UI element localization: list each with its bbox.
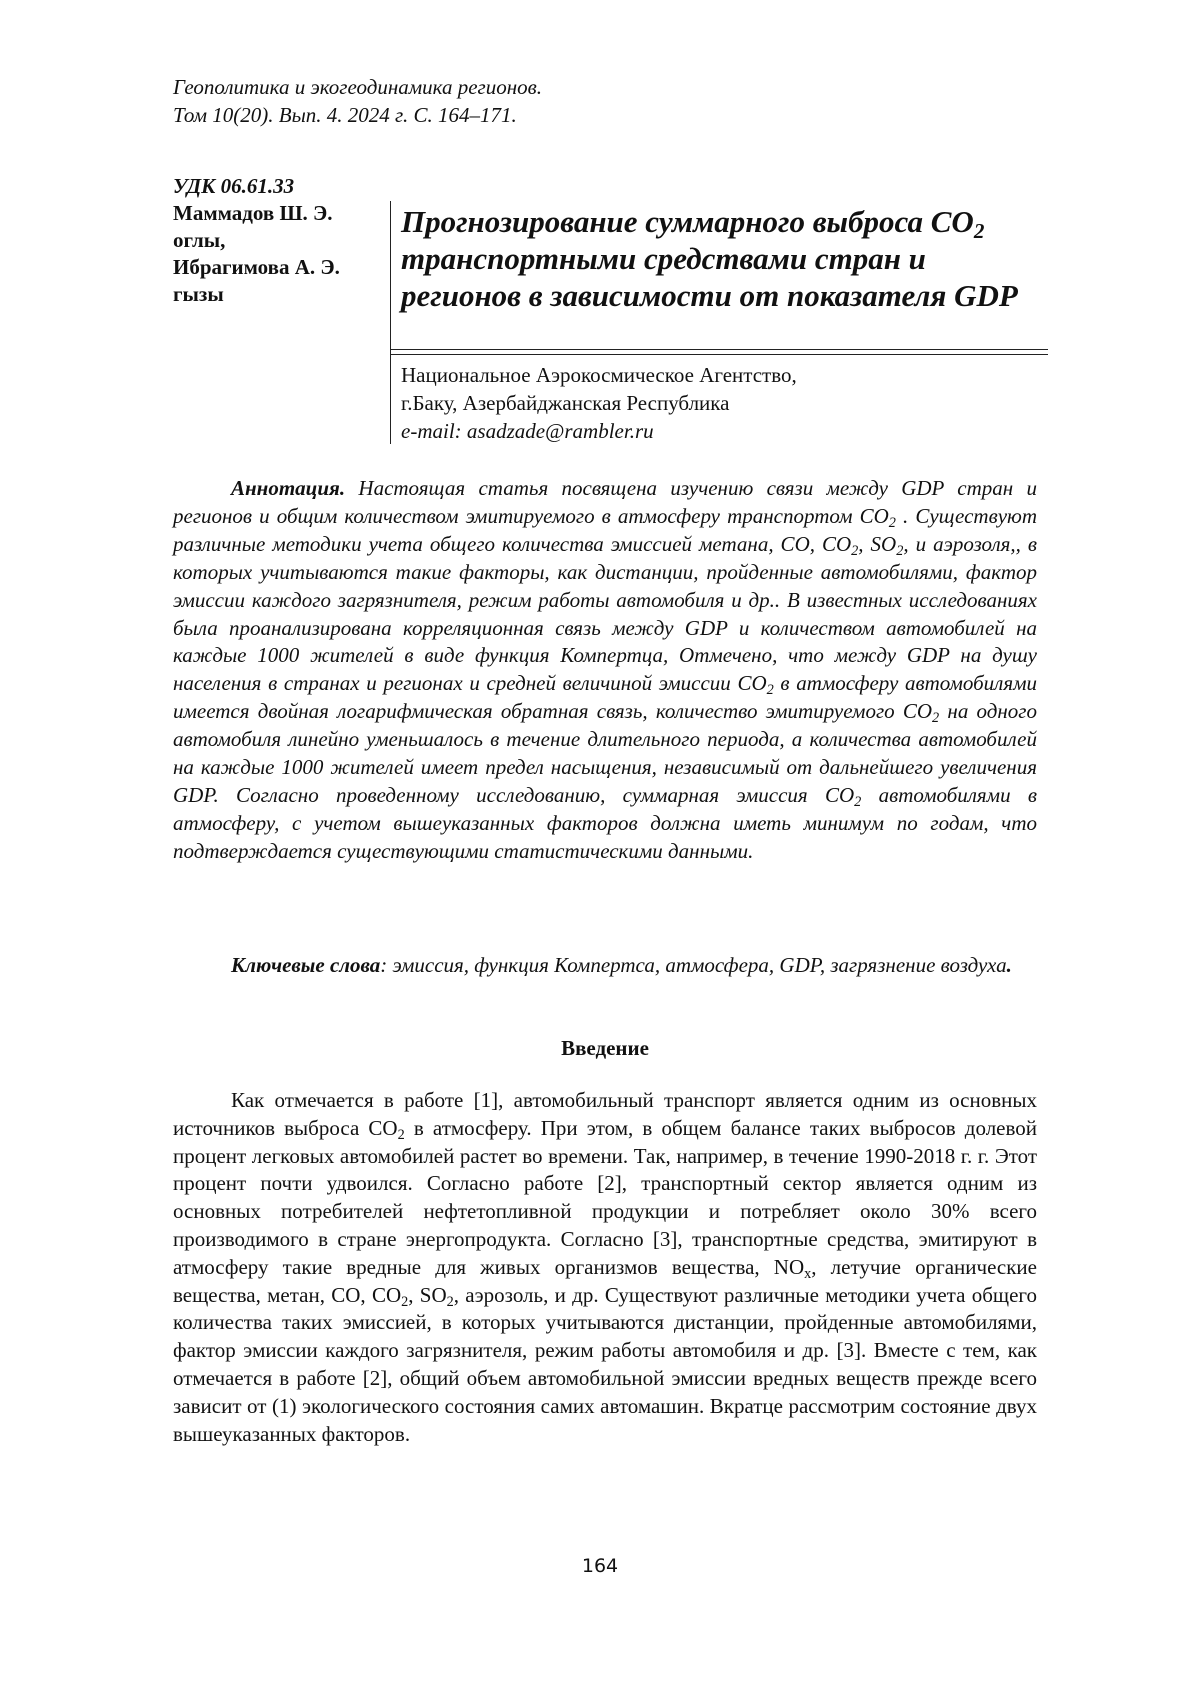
abstract-sub-5: 2 — [932, 710, 940, 727]
affiliation-email: e-mail: asadzade@rambler.ru — [401, 419, 654, 443]
keywords-text: эмиссия, функция Компертса, атмосфера, GDP, загрязнение воздуха — [387, 953, 1007, 977]
abstract-text-5: в атмосферу автомобилями имеется двойная логарифмическая обратная связь, количество эмитируемого CO — [173, 671, 1037, 724]
intro-text-2: в атмосферу. При этом, в общем балансе таких выбросов долевой процент легковых автомобилей растет во времени. Так, например, в течение 1990-2018 г. г. Этот процент почти удвоился. Согласно работе [2], транспортный сектор является одним из основных потребителей нефтетопливной продукции и потребляет около 30% всего производимого в стране энергопродукта. Согласно [3], транспортные средства, эмитируют в атмосферу такие вредные для живых организмов вещества, NO — [173, 1115, 1038, 1279]
affiliation-city: г.Баку, Азербайджанская Республика — [401, 391, 730, 415]
abstract-sub-3: 2 — [896, 542, 904, 559]
affiliation-org: Национальное Аэрокосмическое Агентство, — [401, 363, 797, 387]
title-rule-top — [390, 349, 1048, 350]
abstract-sub-6: 2 — [854, 793, 862, 810]
affiliation — [401, 361, 797, 445]
intro-sub-4: 2 — [446, 1293, 454, 1310]
keywords — [173, 952, 1037, 980]
intro-text-1: Как отмечается в работе [1], автомобильный транспорт является одним из основных источников выброса CO — [173, 1088, 1037, 1140]
abstract-text-6: на одного автомобиля линейно уменьшалось в течение длительного периода, а количества автомобилей на каждые 1000 жителей имеет предел насыщения, независимый от дальнейшего увеличения GDP. Согласно проведенному исследованию, суммарная эмиссия CO — [173, 699, 1037, 807]
abstract-text-1: Настоящая статья посвящена изучению связи между GDP стран и регионов и общим количеством эмитируемого в атмосферу транспортом CO — [173, 476, 1037, 528]
journal-citation — [173, 73, 542, 129]
journal-volume: Том 10(20). Вып. 4. 2024 г. С. 164–171. — [173, 103, 517, 127]
title-part-2: транспортными средствами стран и регионов в зависимости от показателя GDP — [401, 241, 1018, 313]
intro-sub-2: x — [804, 1265, 812, 1282]
abstract-text-3: , SO — [858, 531, 897, 556]
abstract-label: Аннотация. — [231, 476, 346, 500]
author-2-patronymic: гызы — [173, 282, 224, 306]
intro-text-3: , летучие органические вещества, метан, CO, CO — [173, 1254, 1037, 1307]
intro-text-4: , SO — [408, 1282, 447, 1307]
keywords-end: . — [1006, 953, 1012, 977]
author-1-patronymic: оглы, — [173, 228, 226, 252]
page-number: 164 — [581, 1555, 619, 1577]
vertical-divider — [390, 201, 391, 444]
intro-sub-1: 2 — [397, 1126, 405, 1143]
title-subscript: 2 — [973, 218, 985, 243]
abstract — [173, 475, 1037, 866]
keywords-label: Ключевые слова — [231, 953, 381, 977]
keywords-colon: : — [380, 953, 388, 977]
udk-and-authors — [173, 173, 383, 308]
abstract-text-4: , и аэрозоля,, в которых учитываются такие факторы, как дистанции, пройденные автомобилями, фактор эмиссии каждого загрязнителя, режим работы автомобиля и др.. В известных исследованиях была проанализирована корреляционная связь между GDP и количеством автомобилей на каждые 1000 жителей в виде функция Компертца, Отмечено, что между GDP на душу населения в странах и регионах и средней величиной эмиссии CO — [173, 531, 1037, 696]
intro-text-5: , аэрозоль, и др. Существуют различные методики учета общего количества таких эмиссией, в которых учитываются дистанции, пройденные автомобилями, фактор эмиссии каждого загрязнителя, режим работы автомобиля и др. [3]. Вместе с тем, как отмечается в работе [2], общий объем автомобильной эмиссии вредных веществ прежде всего зависит от (1) экологического состояния самих автомашин. Вкратце рассмотрим состояние двух вышеуказанных факторов. — [173, 1282, 1037, 1446]
udk-code: УДК 06.61.33 — [173, 174, 295, 198]
introduction-paragraph — [173, 1087, 1037, 1448]
abstract-sub-2: 2 — [851, 542, 859, 559]
paper-title — [401, 203, 1051, 314]
author-2-name: Ибрагимова А. Э. — [173, 255, 340, 279]
abstract-text-2: . Существуют различные методики учета общего количества эмиссией метана, CO, CO — [173, 503, 1037, 556]
abstract-sub-4: 2 — [766, 682, 774, 699]
title-rule-bottom — [390, 354, 1048, 355]
abstract-sub-1: 2 — [888, 514, 896, 531]
section-heading-introduction: Введение — [561, 1036, 649, 1060]
abstract-text-7: автомобилями в атмосферу, с учетом вышеуказанных факторов должна иметь минимум по годам, что подтверждается существующими статистическими данными. — [173, 782, 1037, 863]
journal-title: Геополитика и экогеодинамика регионов. — [173, 75, 542, 99]
title-part-1: Прогнозирование суммарного выброса CO — [401, 204, 974, 239]
author-1-name: Маммадов Ш. Э. — [173, 201, 333, 225]
intro-sub-3: 2 — [401, 1293, 409, 1310]
